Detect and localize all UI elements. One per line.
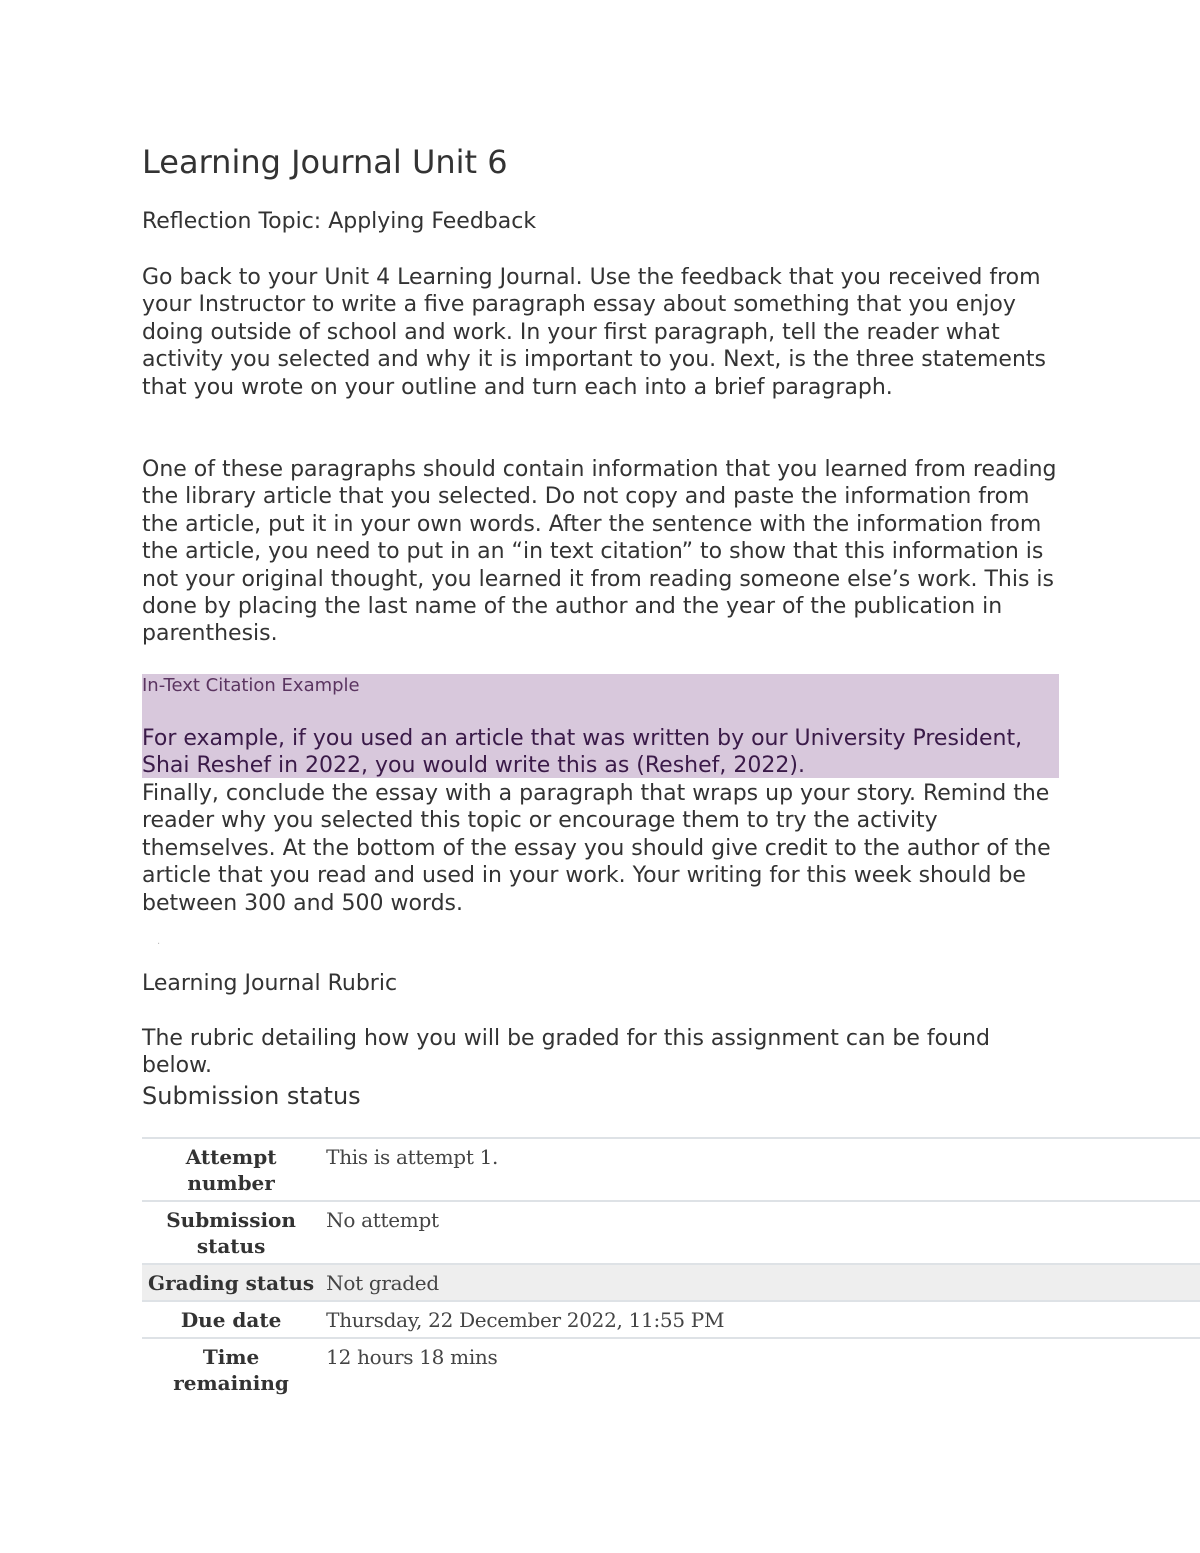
- instructions-paragraph-3: Finally, conclude the essay with a paragraph that wraps up your story. Remind the reader why you selected this topic or encourage them to try the activity themselves. At the bottom of the essay you should give credit to the author of the article that you read and used in your work. Your writing for this week should be between 300 and 500 words.: [142, 781, 1051, 916]
- submission-status-label: Submission status: [142, 1201, 320, 1264]
- due-date-label: Due date: [142, 1301, 320, 1338]
- table-row: [142, 1301, 1200, 1338]
- time-remaining-label: Time remaining: [142, 1338, 320, 1400]
- grading-status-label: Grading status: [142, 1264, 320, 1301]
- instructions-paragraph-1: Go back to your Unit 4 Learning Journal. Use the feedback that you received from your Instructor to write a five paragraph essay about something that you enjoy doing outside of school and work. In your first paragraph, tell the reader what activity you selected and why it is important to you. Next, is the three statements that you wrote on your outline and turn each into a brief paragraph.: [142, 265, 1046, 400]
- attempt-number-value: This is attempt 1.: [320, 1138, 1200, 1201]
- grading-status-value: Not graded: [320, 1264, 1200, 1301]
- table-row: [142, 1338, 1200, 1400]
- rubric-heading: Learning Journal Rubric: [142, 971, 398, 996]
- due-date-value: Thursday, 22 December 2022, 11:55 PM: [320, 1301, 1200, 1338]
- rubric-description: The rubric detailing how you will be graded for this assignment can be found below.: [142, 1026, 990, 1079]
- stray-dot: .: [157, 936, 161, 947]
- instructions-paragraph-2: One of these paragraphs should contain information that you learned from reading the library article that you selected. Do not copy and paste the information from the article, put it in your own words. After the sentence with the information from the article, you need to put in an “in text citation” to show that this information is not your original thought, you learned it from reading someone else’s work. This is done by placing the last name of the author and the year of the publication in parenthesis.: [142, 457, 1057, 647]
- table-row: [142, 1264, 1200, 1301]
- attempt-number-label: Attempt number: [142, 1138, 320, 1201]
- reflection-topic: Reflection Topic: Applying Feedback: [142, 209, 537, 234]
- submission-status-table: [142, 1137, 1200, 1400]
- submission-status-heading: Submission status: [142, 1082, 361, 1110]
- citation-callout-label: In-Text Citation Example: [142, 675, 360, 696]
- table-row: [142, 1201, 1200, 1264]
- submission-status-value: No attempt: [320, 1201, 1200, 1264]
- time-remaining-value: 12 hours 18 mins: [320, 1338, 1200, 1400]
- table-row: [142, 1138, 1200, 1201]
- page-title: Learning Journal Unit 6: [142, 143, 508, 181]
- citation-callout-text: For example, if you used an article that was written by our University President, Shai Reshef in 2022, you would write this as (Reshef, 2022).: [142, 726, 1023, 779]
